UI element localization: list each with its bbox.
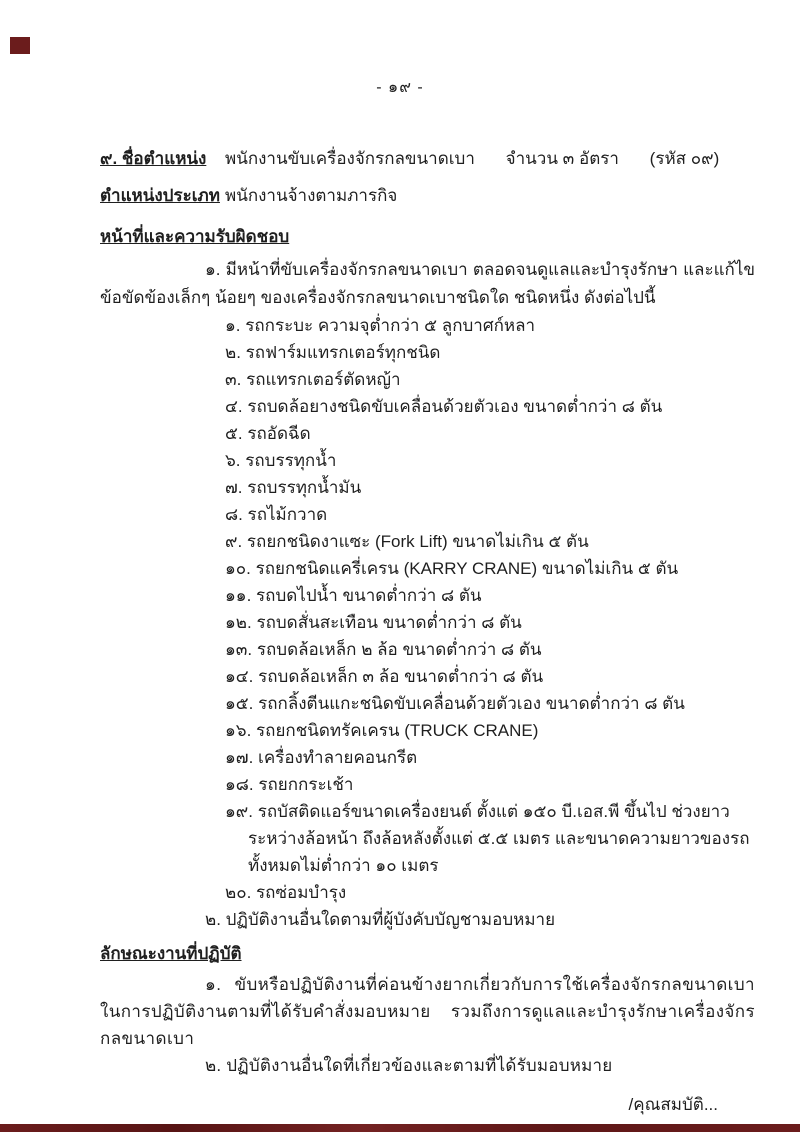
machine-list bbox=[100, 312, 755, 906]
scan-artifact-mark bbox=[10, 37, 30, 54]
position-count: จำนวน ๓ อัตรา bbox=[505, 149, 619, 168]
duties-intro: ๑. มีหน้าที่ขับเครื่องจักรกลขนาดเบา ตลอดจนดูแลและบำรุงรักษา และแก้ไขข้อขัดข้องเล็กๆ น้อยๆ ของเครื่องจักรกลขนาดเบาชนิดใด ชนิดหนึ่ง ดังต่อไปนี้ bbox=[100, 260, 755, 307]
list-item: ๑๒. รถบดสั่นสะเทือน ขนาดต่ำกว่า ๘ ตัน bbox=[225, 613, 522, 632]
list-item: ๙. รถยกชนิดงาแซะ (Fork Lift) ขนาดไม่เกิน ๕ ตัน bbox=[225, 532, 589, 551]
position-type-row bbox=[100, 185, 755, 207]
document-content bbox=[0, 148, 800, 1115]
continuation-note: /คุณสมบัติ... bbox=[628, 1095, 718, 1114]
duties-other-item: ๒. ปฏิบัติงานอื่นใดตามที่ผู้บังคับบัญชามอบหมาย bbox=[205, 910, 556, 929]
list-item: ๒๐. รถซ่อมบำรุง bbox=[225, 883, 347, 902]
list-item: ๑๘. รถยกกระเช้า bbox=[225, 775, 354, 794]
job-nature-heading: ลักษณะงานที่ปฏิบัติ bbox=[100, 944, 242, 963]
duties-heading: หน้าที่และความรับผิดชอบ bbox=[100, 227, 290, 246]
list-item: ๘. รถไม้กวาด bbox=[225, 505, 328, 524]
list-item: ๑๔. รถบดล้อเหล็ก ๓ ล้อ ขนาดต่ำกว่า ๘ ตัน bbox=[225, 667, 544, 686]
list-item: ๕. รถอัดฉีด bbox=[225, 424, 311, 443]
position-name-value bbox=[225, 148, 719, 170]
list-item: ๑๗. เครื่องทำลายคอนกรีต bbox=[225, 748, 418, 767]
scan-artifact-strip bbox=[0, 1124, 800, 1132]
position-title: พนักงานขับเครื่องจักรกลขนาดเบา bbox=[225, 149, 475, 168]
list-item: ๑๓. รถบดล้อเหล็ก ๒ ล้อ ขนาดต่ำกว่า ๘ ตัน bbox=[225, 640, 542, 659]
position-code: (รหัส ๐๙) bbox=[649, 149, 720, 168]
list-item: ๑๖. รถยกชนิดทรัคเครน (TRUCK CRANE) bbox=[225, 721, 539, 740]
list-item: ๔. รถบดล้อยางชนิดขับเคลื่อนด้วยตัวเอง ขนาดต่ำกว่า ๘ ตัน bbox=[225, 397, 663, 416]
list-item: ๖. รถบรรทุกน้ำ bbox=[225, 451, 337, 470]
position-type-label: ตำแหน่งประเภท bbox=[100, 186, 220, 205]
job-nature-item-1: ๑. ขับหรือปฏิบัติงานที่ค่อนข้างยากเกี่ยวกับการใช้เครื่องจักรกลขนาดเบา ในการปฏิบัติงานตามที่ได้รับคำสั่งมอบหมาย รวมถึงการดูแลและบำรุงรักษาเครื่องจักรกลขนาดเบา bbox=[100, 975, 755, 1048]
job-nature-item-2: ๒. ปฏิบัติงานอื่นใดที่เกี่ยวข้องและตามที่ได้รับมอบหมาย bbox=[205, 1056, 613, 1075]
list-item: ๒. รถฟาร์มแทรกเตอร์ทุกชนิด bbox=[225, 343, 441, 362]
list-item: ๓. รถแทรกเตอร์ตัดหญ้า bbox=[225, 370, 401, 389]
position-block bbox=[100, 148, 755, 207]
position-name-label: ๙. ชื่อตำแหน่ง bbox=[100, 149, 207, 168]
list-item: ๗. รถบรรทุกน้ำมัน bbox=[225, 478, 362, 497]
list-item: ๑๙. รถบัสติดแอร์ขนาดเครื่องยนต์ ตั้งแต่ ๑๕๐ บี.เอส.พี ขึ้นไป ช่วงยาวระหว่างล้อหน้า ถึงล้อหลังตั้งแต่ ๕.๕ เมตร และขนาดความยาวของรถทั้งหมดไม่ต่ำกว่า ๑๐ เมตร bbox=[225, 802, 750, 875]
list-item: ๑. รถกระบะ ความจุต่ำกว่า ๕ ลูกบาศก์หลา bbox=[225, 316, 536, 335]
list-item: ๑๕. รถกลิ้งตีนแกะชนิดขับเคลื่อนด้วยตัวเอง ขนาดต่ำกว่า ๘ ตัน bbox=[225, 694, 685, 713]
page-number: - ๑๙ - bbox=[376, 79, 424, 96]
position-name-row bbox=[100, 148, 755, 170]
position-type-value: พนักงานจ้างตามภารกิจ bbox=[225, 186, 398, 205]
list-item: ๑๑. รถบดไปน้ำ ขนาดต่ำกว่า ๘ ตัน bbox=[225, 586, 482, 605]
list-item: ๑๐. รถยกชนิดแครี่เครน (KARRY CRANE) ขนาดไม่เกิน ๕ ตัน bbox=[225, 559, 679, 578]
